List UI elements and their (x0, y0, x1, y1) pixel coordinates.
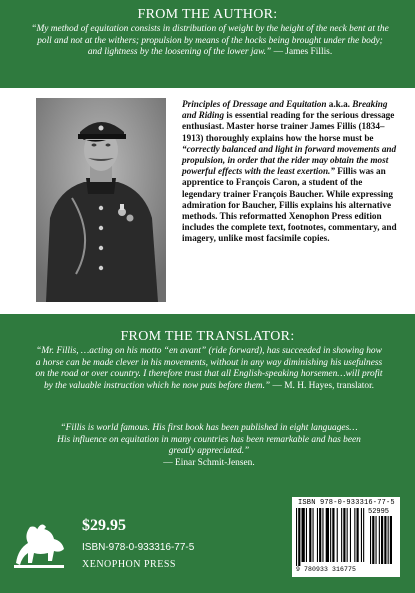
portrait-image (36, 98, 166, 302)
schmit-quote: “Fillis is world famous. His first book has been published in eight languages… His influence on equitation in many countries has been remarkable and has been greatly appreciated.” (57, 423, 361, 456)
book-alt-title: Breaking and Riding (182, 99, 388, 121)
translator-attribution: — M. H. Hayes, translator. (272, 380, 375, 391)
description-emphasis: “correctly balanced and light in forward movements and propulsion, in order that the rider may obtain the most powerful effects with the least exertion.” (182, 143, 397, 177)
isbn-text: ISBN-978-0-933316-77-5 (82, 542, 195, 553)
publisher-name: XENOPHON PRESS (82, 559, 176, 570)
price: $29.95 (82, 517, 126, 534)
aka-text: a.k.a. (326, 99, 353, 109)
barcode-isbn-label: ISBN 978-0-933316-77-5 (298, 499, 395, 507)
author-heading: FROM THE AUTHOR: (137, 7, 278, 22)
schmit-attribution: — Einar Schmit-Jensen. (163, 457, 255, 468)
author-portrait (36, 98, 166, 302)
barcode-bars-icon (296, 508, 396, 566)
barcode (292, 497, 400, 577)
description-part-2: Fillis was an apprentice to François Caron, a student of the legendary trainer François Baucher. While expressing admiration for Baucher, Fillis explains his alternative methods. This reformatted Xenophon Press edition includes the complete text, footnotes, commentary, and imagery, unlike most facsimile copies. (182, 166, 397, 244)
description-part-1: is essential reading for the serious dressage enthusiast. Master horse trainer James Fillis (1834–1913) thoroughly explains how the horse must be (182, 110, 395, 143)
xenophon-horse-logo-icon (10, 515, 68, 571)
author-quote-block (30, 24, 390, 59)
description-text (182, 99, 400, 245)
barcode-price-code: 52995 (368, 508, 390, 516)
translator-heading: FROM THE TRANSLATOR: (120, 329, 295, 344)
translator-quote: “Mr. Fillis, …acting on his motto “en avant” (ride forward), has succeeded in showing how a horse can be made clever in his movements, without in any way diminishing his usefulness on the road or over country. I therefore trust that all English-speaking horsemen…will profit by the valuable instruction which he now puts before them.” (35, 346, 383, 391)
translator-quote-block (34, 346, 384, 392)
author-quote: “My method of equitation consists in distribution of weight by the height of the neck bent at the poll and not at the withers; propulsion by means of the hocks being brought under the body; and lightness by the loosening of the lower jaw.” (31, 24, 389, 57)
author-attribution: — James Fillis. (273, 47, 333, 57)
schmit-quote-block (56, 423, 362, 469)
book-title: Principles of Dressage and Equitation (182, 99, 327, 109)
barcode-digits: 9 780933 316775 (296, 566, 357, 573)
